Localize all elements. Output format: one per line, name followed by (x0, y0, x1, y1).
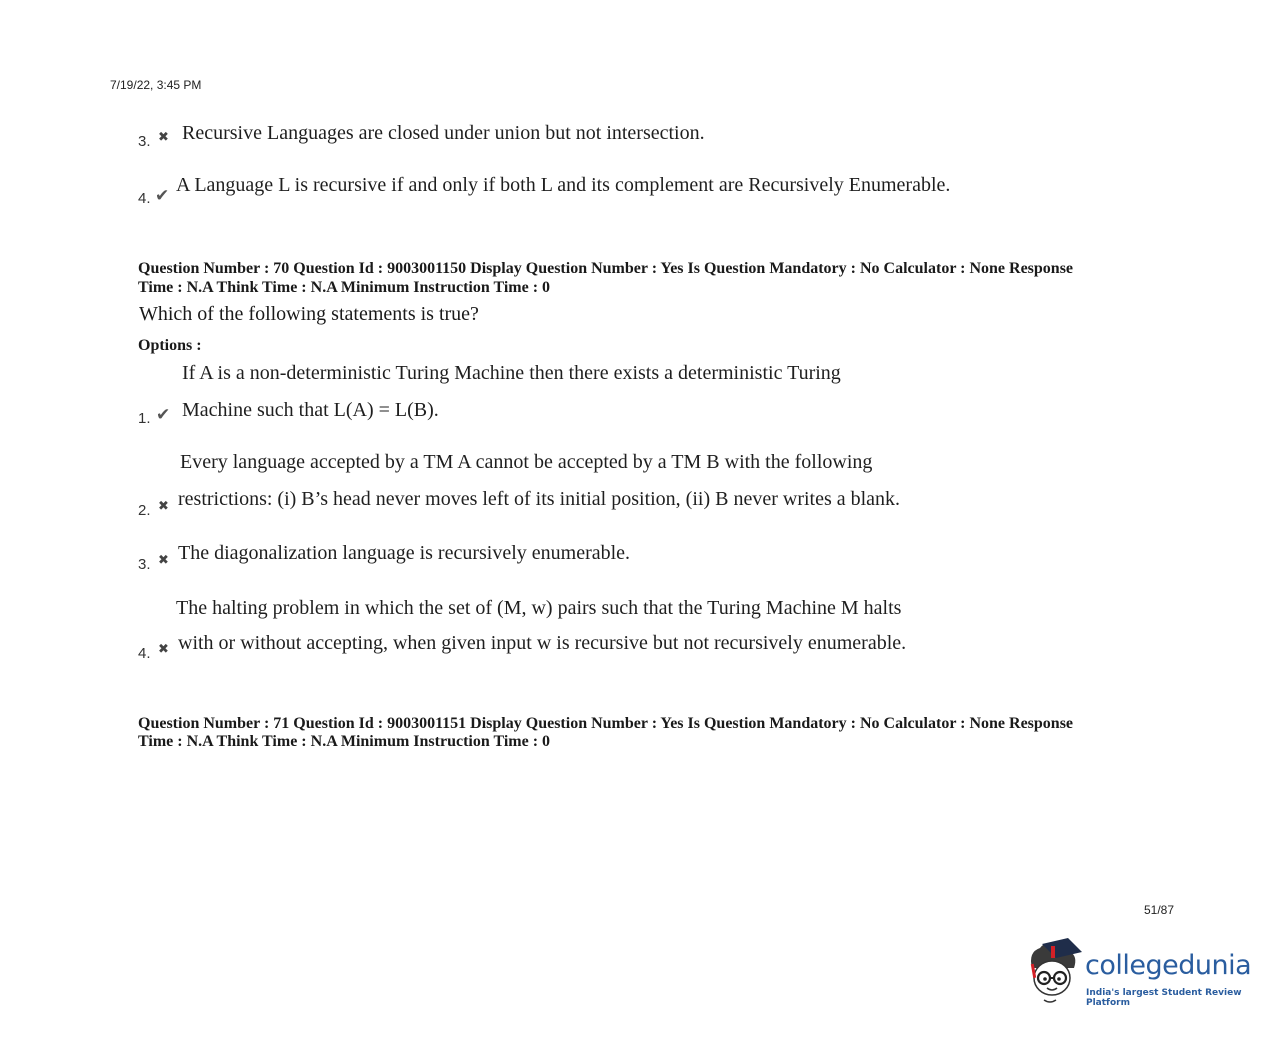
option-number: 2. (138, 502, 151, 519)
option-number: 4. (138, 190, 151, 207)
cross-icon: ✖ (158, 553, 169, 568)
question-meta: Question Number : 70 Question Id : 9003001150 Display Question Number : Yes Is Question Mandatory : No Calculator : None Response (138, 260, 1074, 277)
option-text: Machine such that L(A) = L(B). (182, 399, 439, 421)
option-text: restrictions: (i) B’s head never moves left of its initial position, (ii) B never writes a blank. (178, 488, 901, 510)
page-number: 51/87 (1144, 903, 1175, 917)
option-number: 1. (138, 410, 151, 427)
cross-icon: ✖ (158, 642, 169, 657)
option-text: Every language accepted by a TM A cannot be accepted by a TM B with the following (180, 451, 873, 473)
cross-icon: ✖ (158, 130, 169, 145)
mascot-icon (1022, 938, 1084, 1010)
option-text: The diagonalization language is recursively enumerable. (178, 542, 631, 564)
question-meta: Question Number : 71 Question Id : 9003001151 Display Question Number : Yes Is Question Mandatory : No Calculator : None Response (138, 715, 1074, 732)
option-text: If A is a non-deterministic Turing Machine then there exists a deterministic Turing (182, 362, 841, 384)
options-label: Options : (138, 337, 202, 354)
cross-icon: ✖ (158, 499, 169, 514)
option-text: Recursive Languages are closed under union but not intersection. (182, 122, 705, 144)
option-text: The halting problem in which the set of (M, w) pairs such that the Turing Machine M halts (176, 597, 902, 619)
option-number: 3. (138, 133, 151, 150)
print-timestamp: 7/19/22, 3:45 PM (110, 78, 202, 92)
question-meta: Time : N.A Think Time : N.A Minimum Instruction Time : 0 (138, 279, 551, 296)
check-icon: ✔ (155, 186, 170, 206)
option-text: with or without accepting, when given input w is recursive but not recursively enumerable. (178, 632, 907, 654)
option-number: 3. (138, 556, 151, 573)
question-meta: Time : N.A Think Time : N.A Minimum Instruction Time : 0 (138, 733, 551, 750)
logo-tagline: India's largest Student Review Platform (1086, 988, 1242, 1008)
question-text: Which of the following statements is true? (139, 303, 479, 325)
check-icon: ✔ (156, 405, 171, 425)
option-text: A Language L is recursive if and only if both L and its complement are Recursively Enumerable. (176, 174, 951, 196)
collegedunia-logo (1022, 938, 1262, 1010)
logo-wordmark: collegedunia (1085, 950, 1252, 981)
option-number: 4. (138, 645, 151, 662)
